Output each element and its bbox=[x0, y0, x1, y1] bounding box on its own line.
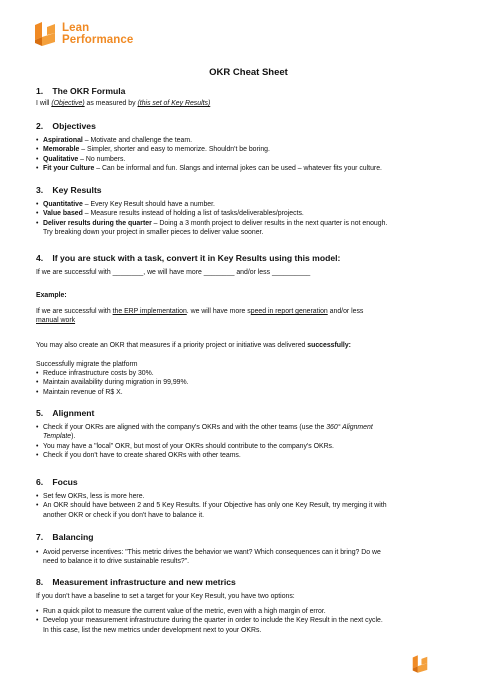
list-item: • Set few OKRs, less is more here. bbox=[36, 492, 461, 501]
footer-logo-icon bbox=[412, 655, 428, 678]
section-3-number: 3. bbox=[36, 185, 44, 195]
list-item bbox=[36, 616, 461, 635]
example-part: and/or less bbox=[327, 308, 364, 315]
lean-performance-logo-icon bbox=[34, 22, 56, 46]
item-template-name: 360° Alignment bbox=[326, 424, 373, 431]
section-7-title: Balancing bbox=[52, 532, 94, 542]
section-5-title: Alignment bbox=[52, 408, 95, 418]
brand-line-1: Lean bbox=[62, 22, 90, 34]
measurement-list bbox=[36, 607, 461, 635]
section-6-title: Focus bbox=[52, 477, 78, 487]
list-item: • Reduce infrastructure costs by 30%. bbox=[36, 369, 461, 378]
list-item bbox=[36, 548, 461, 567]
item-text: Develop your measurement infrastructure during the quarter in order to include the Key Result in the next cycle. bbox=[43, 617, 383, 625]
item-text-continued: need to balance it to drive sustainable results?". bbox=[43, 558, 190, 566]
focus-list bbox=[36, 492, 461, 520]
section-2-title: Objectives bbox=[52, 121, 96, 131]
example-part: . we will have more s bbox=[186, 308, 251, 315]
example-label: Example: bbox=[36, 292, 67, 299]
item-text: – Measure results instead of holding a list of tasks/deliverables/projects. bbox=[82, 210, 304, 218]
section-2-number: 2. bbox=[36, 121, 44, 131]
section-1-title: The OKR Formula bbox=[52, 86, 126, 96]
item-text: – Motivate and challenge the team. bbox=[82, 137, 192, 144]
brand-logo bbox=[34, 22, 133, 46]
item-term: Fit your Culture bbox=[43, 165, 95, 173]
list-item: • Check if you don't have to create shared OKRs with other teams. bbox=[36, 451, 461, 460]
section-2-heading bbox=[36, 121, 96, 131]
item-term: Qualitative bbox=[43, 155, 79, 163]
item-text: – Doing a 3 month project to deliver results in the next quarter is not enough. bbox=[151, 219, 388, 227]
list-item bbox=[36, 145, 461, 154]
item-template-name: Template bbox=[43, 433, 72, 441]
brand-line-2: Performance bbox=[62, 34, 134, 46]
item-text: Check if your OKRs are aligned with the company's OKRs and with the other teams (use the bbox=[43, 424, 327, 431]
measurement-intro: If you don't have a baseline to set a target for your Key Result, you have two options: bbox=[36, 593, 295, 600]
example-key-results-list bbox=[36, 369, 461, 397]
section-1-number: 1. bbox=[36, 86, 44, 96]
section-6-heading bbox=[36, 477, 78, 487]
item-text: Avoid perverse incentives: "This metric drives the behavior we want? Which consequences can it bring? Do we bbox=[43, 549, 381, 556]
item-term: Quantitative bbox=[43, 201, 83, 208]
section-6-number: 6. bbox=[36, 477, 44, 487]
section-7-heading bbox=[36, 532, 93, 542]
model-template: If we are successful with ________, we will have more ________ and/or less __________ bbox=[36, 269, 311, 276]
note-bold: successfully: bbox=[307, 342, 351, 349]
example-text bbox=[36, 307, 363, 325]
formula-pre: I will bbox=[36, 100, 52, 107]
list-item: • You may have a "local" OKR, but most of your OKRs should contribute to the company's OKRs. bbox=[36, 442, 461, 451]
section-1-heading bbox=[36, 86, 125, 96]
section-3-heading bbox=[36, 185, 102, 195]
section-5-heading bbox=[36, 408, 94, 418]
list-item bbox=[36, 155, 461, 164]
list-item bbox=[36, 219, 461, 238]
section-3-title: Key Results bbox=[52, 185, 102, 195]
page-title: OKR Cheat Sheet bbox=[209, 67, 288, 78]
item-text: – No numbers. bbox=[78, 155, 126, 163]
item-text: An OKR should have between 2 and 5 Key Results. If your Objective has only one Key Result, try merging it with bbox=[43, 502, 387, 510]
example-objective: Successfully migrate the platform bbox=[36, 361, 138, 368]
list-item bbox=[36, 423, 461, 442]
list-item bbox=[36, 501, 461, 520]
section-4-number: 4. bbox=[36, 253, 44, 263]
project-okr-note bbox=[36, 341, 351, 350]
note-text: You may also create an OKR that measures if a priority project or initiative was delivered bbox=[36, 342, 308, 349]
example-task: the ERP implementation bbox=[112, 308, 187, 315]
formula-mid: as measured by bbox=[84, 100, 138, 107]
item-term: Value based bbox=[43, 210, 83, 218]
item-text: ). bbox=[71, 433, 76, 441]
section-4-title: If you are stuck with a task, convert it in Key Results using this model: bbox=[52, 253, 341, 263]
list-item: • Run a quick pilot to measure the current value of the metric, even with a high margin of error. bbox=[36, 607, 461, 616]
item-text: – Can be informal and fun. Slangs and internal jokes can be used – whatever fits your culture. bbox=[94, 165, 382, 173]
formula-key-results: (this set of Key Results) bbox=[137, 100, 211, 107]
section-8-number: 8. bbox=[36, 577, 44, 587]
example-less: manual work bbox=[36, 317, 76, 325]
section-8-title: Measurement infrastructure and new metrics bbox=[52, 577, 236, 587]
item-text-continued: another OKR or check if you don't have to balance it. bbox=[43, 511, 205, 519]
list-item: • Maintain revenue of R$ X. bbox=[36, 388, 461, 397]
okr-formula-text bbox=[36, 99, 210, 108]
formula-objective: (Objective) bbox=[51, 100, 85, 107]
item-term: Memorable bbox=[43, 146, 80, 154]
item-text-continued: Try breaking down your project in smaller pieces to deliver value sooner. bbox=[43, 229, 264, 237]
list-item bbox=[36, 200, 461, 209]
list-item bbox=[36, 164, 461, 173]
section-8-heading bbox=[36, 577, 236, 587]
section-4-heading bbox=[36, 253, 340, 263]
objectives-list bbox=[36, 136, 461, 174]
item-text-continued: In this case, list the new metrics under development next to your OKRs. bbox=[43, 626, 262, 634]
list-item: • Maintain availability during migration in 99,99%. bbox=[36, 378, 461, 387]
item-text: – Every Key Result should have a number. bbox=[82, 201, 215, 208]
section-5-number: 5. bbox=[36, 408, 44, 418]
item-text: – Simpler, shorter and easy to memorize. Shouldn't be boring. bbox=[79, 146, 270, 154]
balancing-list bbox=[36, 548, 461, 567]
item-term: Deliver results during the quarter bbox=[43, 219, 152, 227]
key-results-list bbox=[36, 200, 461, 238]
example-more: peed in report generation bbox=[250, 308, 328, 315]
list-item bbox=[36, 209, 461, 218]
list-item bbox=[36, 136, 461, 145]
section-7-number: 7. bbox=[36, 532, 44, 542]
item-term: Aspirational bbox=[43, 137, 83, 144]
alignment-list bbox=[36, 423, 461, 461]
example-part: If we are successful with bbox=[36, 308, 113, 315]
